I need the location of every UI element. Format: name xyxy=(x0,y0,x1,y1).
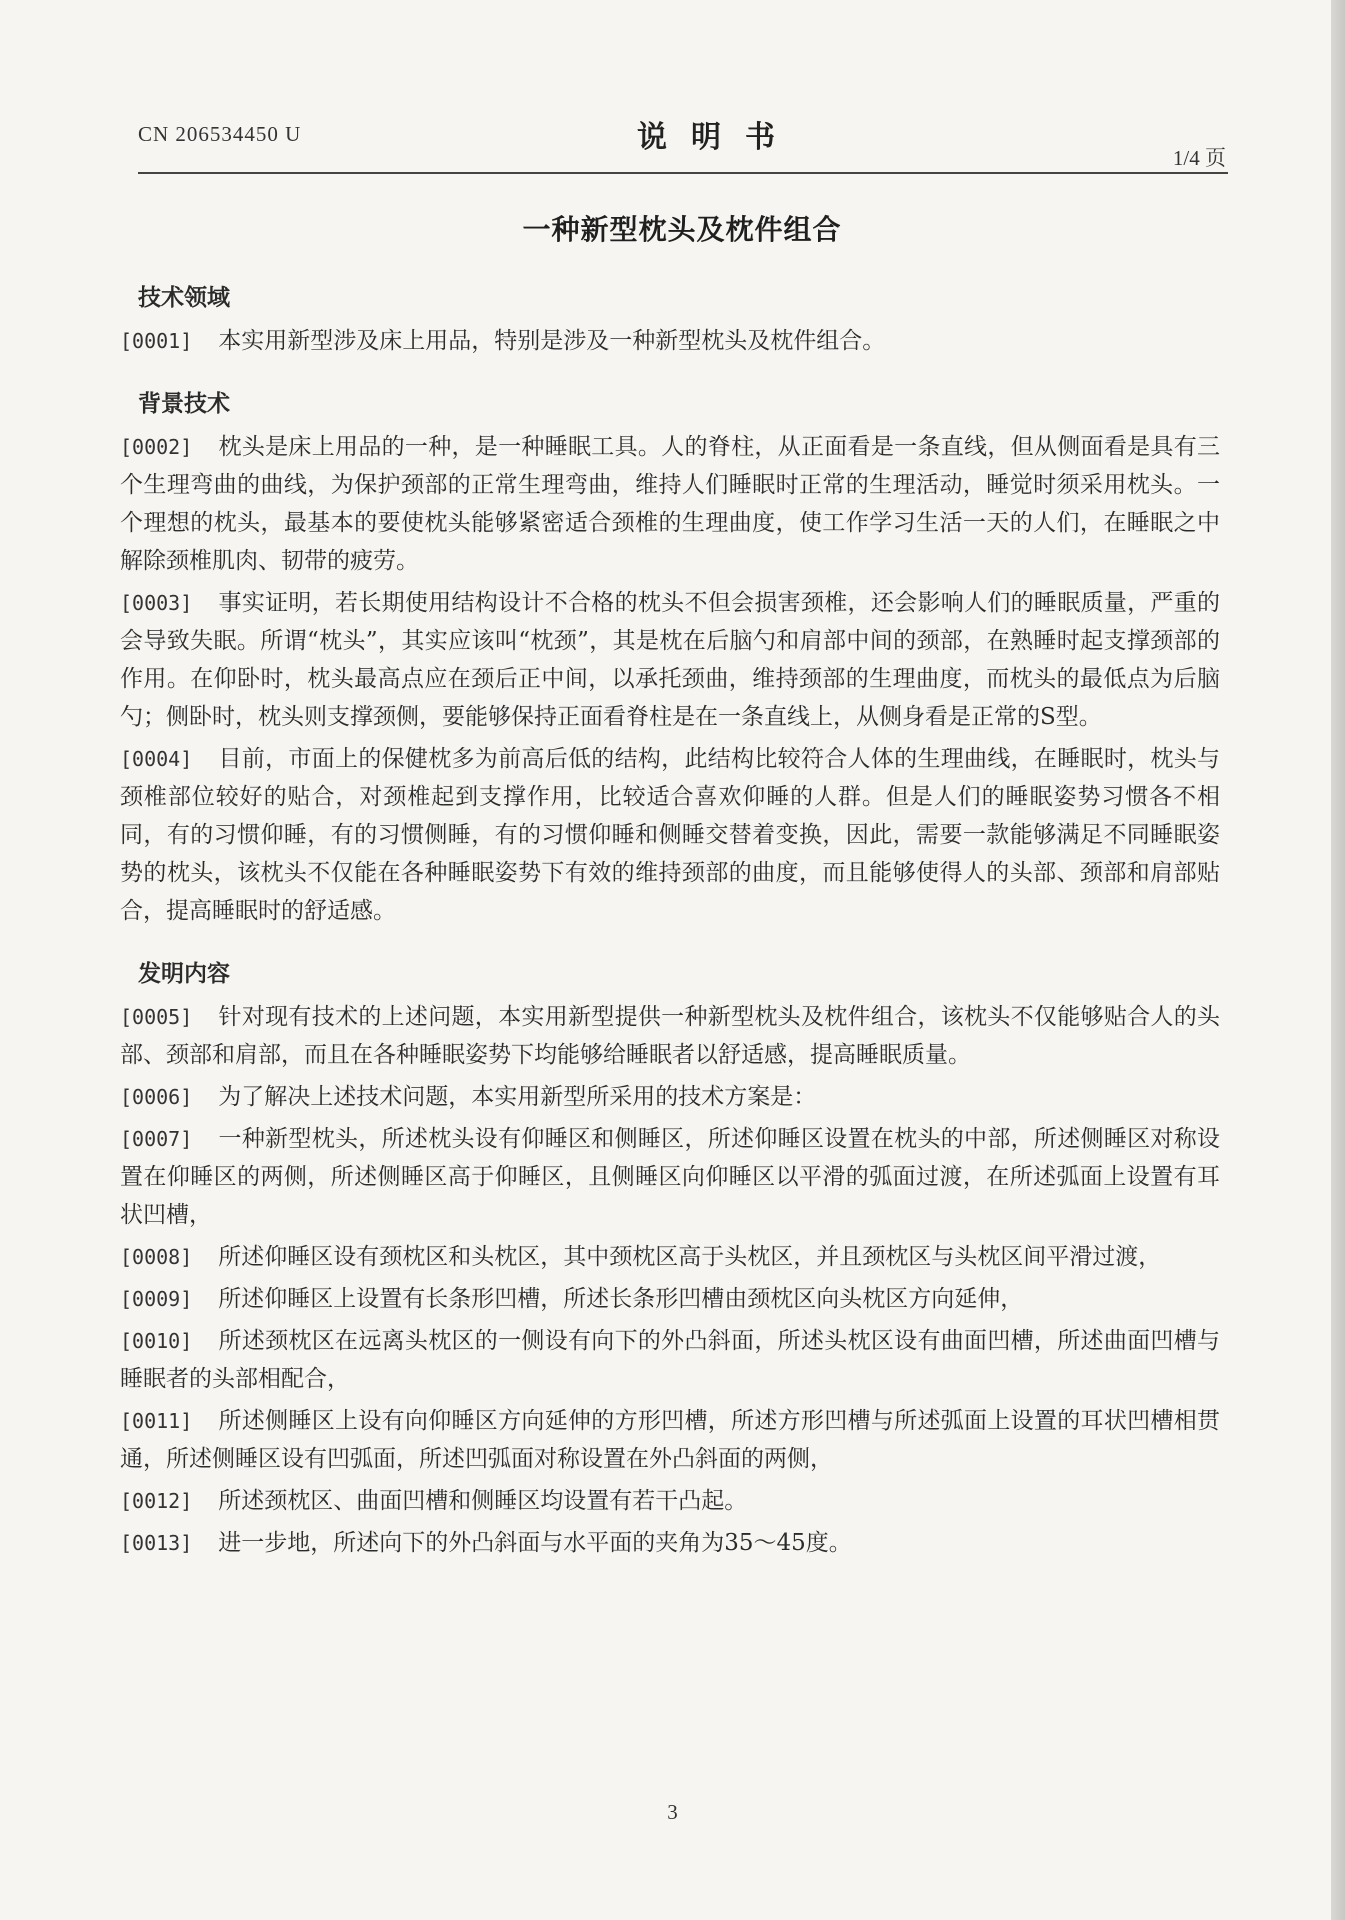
paragraph-text: 所述仰睡区上设置有长条形凹槽，所述长条形凹槽由颈枕区向头枕区方向延伸， xyxy=(218,1286,1024,1312)
paragraph-text: 所述侧睡区上设有向仰睡区方向延伸的方形凹槽，所述方形凹槽与所述弧面上设置的耳状凹槽相贯通，所述侧睡区设有凹弧面，所述凹弧面对称设置在外凸斜面的两侧， xyxy=(120,1408,1220,1472)
paragraph-number: [0005] xyxy=(120,1005,193,1029)
paragraph-text: 所述颈枕区在远离头枕区的一侧设有向下的外凸斜面，所述头枕区设有曲面凹槽，所述曲面凹槽与睡眠者的头部相配合， xyxy=(120,1328,1220,1392)
paragraph-text: 枕头是床上用品的一种，是一种睡眠工具。人的脊柱，从正面看是一条直线，但从侧面看是具有三个生理弯曲的曲线，为保护颈部的正常生理弯曲，维持人们睡眠时正常的生理活动，睡觉时须采用枕头。一个理想的枕头，最基本的要使枕头能够紧密适合颈椎的生理曲度，使工作学习生活一天的人们，在睡眠之中解除颈椎肌肉、韧带的疲劳。 xyxy=(120,434,1220,574)
header-divider xyxy=(138,172,1228,174)
paragraph-text: 事实证明，若长期使用结构设计不合格的枕头不但会损害颈椎，还会影响人们的睡眠质量，严重的会导致失眠。所谓“枕头”，其实应该叫“枕颈”，其是枕在后脑勺和肩部中间的颈部，在熟睡时起支撑颈部的作用。在仰卧时，枕头最高点应在颈后正中间，以承托颈曲，维持颈部的生理曲度，而枕头的最低点为后脑勺；侧卧时，枕头则支撑颈侧，要能够保持正面看脊柱是在一条直线上，从侧身看是正常的S型。 xyxy=(120,590,1220,730)
paragraph-number: [0004] xyxy=(120,747,193,771)
page-header xyxy=(138,112,1226,172)
document-body xyxy=(120,280,1220,1566)
paragraph xyxy=(120,740,1220,930)
paragraph-text: 本实用新型涉及床上用品，特别是涉及一种新型枕头及枕件组合。 xyxy=(218,328,886,354)
document-type: 说明书 xyxy=(637,120,799,155)
paragraph-text: 进一步地，所述向下的外凸斜面与水平面的夹角为35～45度。 xyxy=(218,1530,852,1556)
scan-edge xyxy=(1331,0,1345,1920)
paragraph-text: 为了解决上述技术问题，本实用新型所采用的技术方案是： xyxy=(218,1084,817,1110)
paragraph-number: [0008] xyxy=(120,1245,193,1269)
paragraph xyxy=(120,1322,1220,1398)
paragraph xyxy=(120,1482,1220,1520)
paragraph-number: [0002] xyxy=(120,435,193,459)
paragraph-number: [0011] xyxy=(120,1409,193,1433)
paragraph xyxy=(120,1078,1220,1116)
paragraph xyxy=(120,998,1220,1074)
section-heading-summary: 发明内容 xyxy=(138,961,230,987)
paragraph-number: [0001] xyxy=(120,329,193,353)
publication-number: CN 206534450 U xyxy=(138,122,302,146)
paragraph xyxy=(120,428,1220,580)
paragraph-number: [0003] xyxy=(120,591,193,615)
paragraph-number: [0009] xyxy=(120,1287,193,1311)
paragraph-text: 一种新型枕头，所述枕头设有仰睡区和侧睡区，所述仰睡区设置在枕头的中部，所述侧睡区对称设置在仰睡区的两侧，所述侧睡区高于仰睡区，且侧睡区向仰睡区以平滑的弧面过渡，在所述弧面上设置有耳状凹槽， xyxy=(120,1126,1220,1228)
paragraph-text: 针对现有技术的上述问题，本实用新型提供一种新型枕头及枕件组合，该枕头不仅能够贴合人的头部、颈部和肩部，而且在各种睡眠姿势下均能够给睡眠者以舒适感，提高睡眠质量。 xyxy=(120,1004,1220,1068)
paragraph-text: 目前，市面上的保健枕多为前高后低的结构，此结构比较符合人体的生理曲线，在睡眠时，枕头与颈椎部位较好的贴合，对颈椎起到支撑作用，比较适合喜欢仰睡的人群。但是人们的睡眠姿势习惯各不相同，有的习惯仰睡，有的习惯侧睡，有的习惯仰睡和侧睡交替着变换，因此，需要一款能够满足不同睡眠姿势的枕头，该枕头不仅能在各种睡眠姿势下有效的维持颈部的曲度，而且能够使得人的头部、颈部和肩部贴合，提高睡眠时的舒适感。 xyxy=(120,746,1220,924)
page-of-indicator: 1/4 页 xyxy=(1172,146,1226,170)
page-title: 一种新型枕头及枕件组合 xyxy=(522,213,842,246)
paragraph xyxy=(120,322,1220,360)
paragraph-number: [0010] xyxy=(120,1329,193,1353)
section-heading-technical-field: 技术领域 xyxy=(138,285,230,311)
paragraph-number: [0013] xyxy=(120,1531,193,1555)
paragraph-number: [0007] xyxy=(120,1127,193,1151)
paragraph-text: 所述颈枕区、曲面凹槽和侧睡区均设置有若干凸起。 xyxy=(218,1488,748,1514)
paragraph-number: [0012] xyxy=(120,1489,193,1513)
paragraph-number: [0006] xyxy=(120,1085,193,1109)
paragraph xyxy=(120,1402,1220,1478)
section-heading-background: 背景技术 xyxy=(138,391,230,417)
paragraph xyxy=(120,584,1220,736)
paragraph xyxy=(120,1524,1220,1562)
paragraph xyxy=(120,1238,1220,1276)
page-number: 3 xyxy=(667,1800,678,1824)
paragraph xyxy=(120,1120,1220,1234)
paragraph-text: 所述仰睡区设有颈枕区和头枕区，其中颈枕区高于头枕区，并且颈枕区与头枕区间平滑过渡， xyxy=(218,1244,1162,1270)
paragraph xyxy=(120,1280,1220,1318)
